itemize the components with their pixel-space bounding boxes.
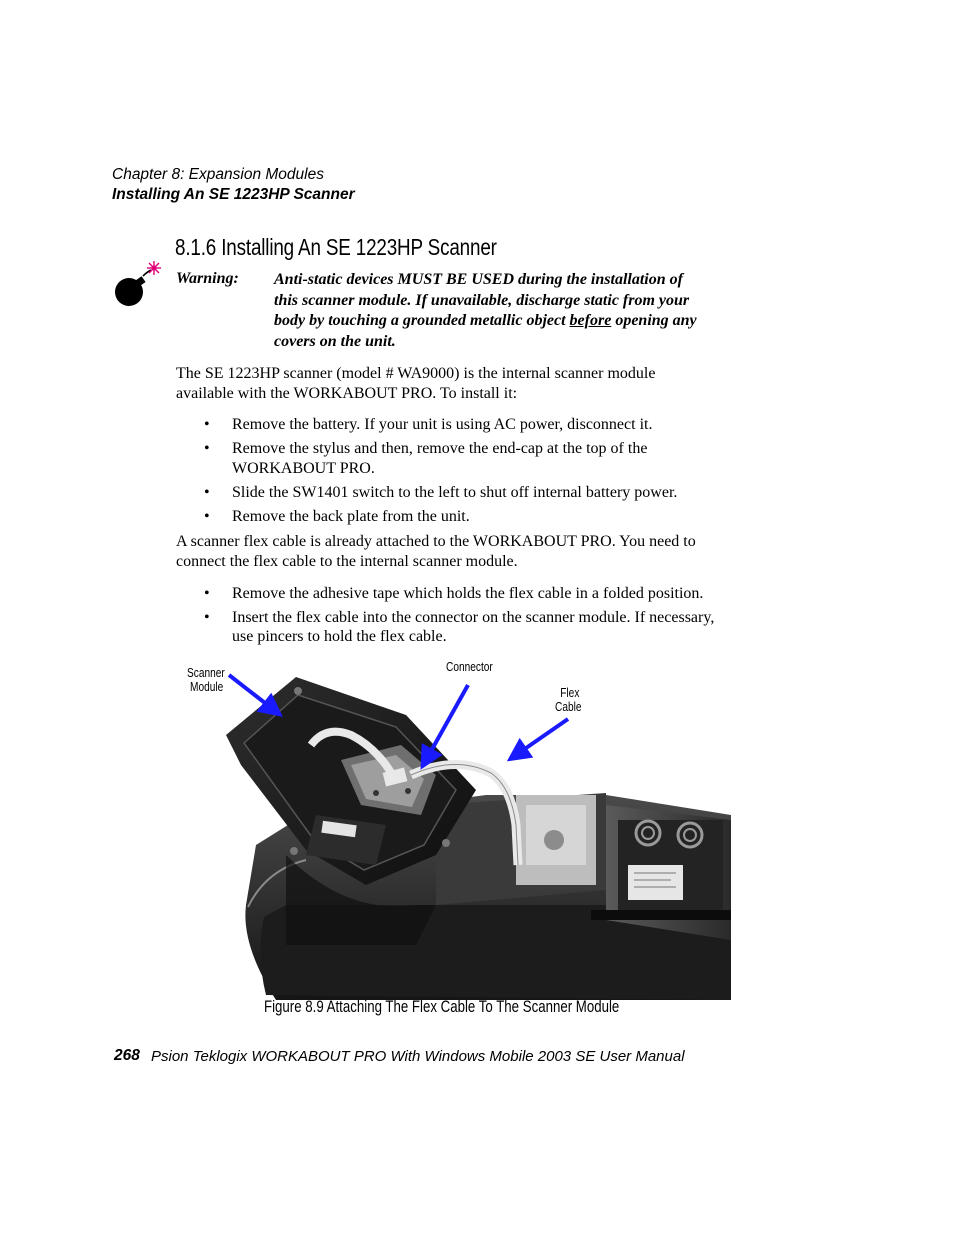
list-item: • Remove the back plate from the unit. bbox=[176, 507, 752, 527]
list-item: • Insert the flex cable into the connector on the scanner module. If necessary, use pincers to hold the flex cable. bbox=[176, 608, 752, 647]
callout-scanner-module: Scanner Module bbox=[187, 665, 225, 694]
list-item: • Remove the stylus and then, remove the end-cap at the top of the WORKABOUT PRO. bbox=[176, 439, 752, 478]
list-item: • Slide the SW1401 switch to the left to shut off internal battery power. bbox=[176, 483, 752, 503]
warning-text bbox=[274, 270, 744, 352]
list-item: • Remove the battery. If your unit is using AC power, disconnect it. bbox=[176, 415, 752, 435]
page-number: 268 bbox=[114, 1047, 140, 1064]
footer-manual-title: Psion Teklogix WORKABOUT PRO With Windows Mobile 2003 SE User Manual bbox=[151, 1048, 685, 1065]
callout-arrows bbox=[186, 655, 731, 1000]
running-header-section: Installing An SE 1223HP Scanner bbox=[112, 186, 355, 203]
list-item: • Remove the adhesive tape which holds the flex cable in a folded position. bbox=[176, 584, 752, 604]
warning-line: this scanner module. If unavailable, discharge static from your bbox=[274, 291, 690, 309]
running-header-chapter: Chapter 8: Expansion Modules bbox=[112, 166, 324, 183]
install-steps-list bbox=[176, 415, 752, 526]
intro-paragraph: The SE 1223HP scanner (model # WA9000) is the internal scanner module available with the WORKABOUT PRO. To install it: bbox=[176, 365, 656, 402]
section-title: 8.1.6 Installing An SE 1223HP Scanner bbox=[175, 234, 497, 260]
flex-cable-paragraph: A scanner flex cable is already attached to the WORKABOUT PRO. You need to connect the flex cable to the internal scanner module. bbox=[176, 533, 696, 570]
bomb-icon bbox=[110, 258, 166, 310]
warning-label: Warning: bbox=[176, 270, 239, 287]
warning-line: body by touching a grounded metallic object before opening any bbox=[274, 312, 697, 329]
warning-emphasis: before bbox=[569, 312, 612, 329]
flex-steps-list bbox=[176, 584, 752, 647]
figure-caption: Figure 8.9 Attaching The Flex Cable To The Scanner Module bbox=[264, 997, 620, 1016]
warning-line: covers on the unit. bbox=[274, 332, 396, 350]
warning-line: Anti-static devices MUST BE USED during the installation of bbox=[274, 271, 683, 288]
callout-connector: Connector bbox=[446, 659, 493, 674]
callout-flex-cable: Flex Cable bbox=[555, 685, 582, 714]
